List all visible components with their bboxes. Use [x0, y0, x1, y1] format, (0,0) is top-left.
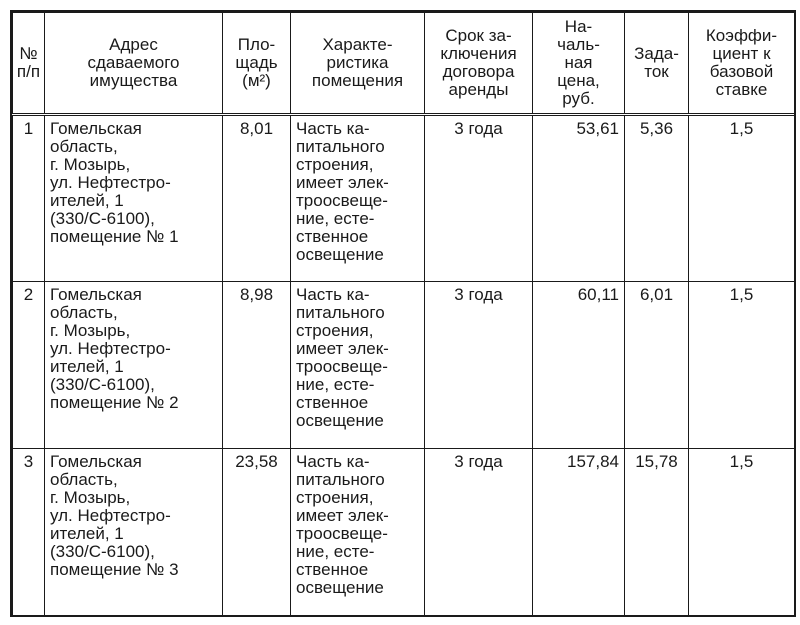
header-coefficient: Коэффи- циент к базовой ставке: [689, 13, 795, 115]
row-deposit: 5,36: [625, 115, 689, 282]
rental-table: [12, 12, 795, 616]
row-coefficient: 1,5: [689, 282, 795, 449]
table-row: [13, 115, 795, 282]
row-area: 8,98: [223, 282, 291, 449]
table-header: [13, 13, 795, 115]
header-area: Пло- щадь (м²): [223, 13, 291, 115]
row-deposit: 15,78: [625, 449, 689, 616]
row-address: Гомельская область, г. Мозырь, ул. Нефтестро- ителей, 1 (330/С-6100), помещение № 2: [45, 282, 223, 449]
row-description: Часть ка- питального строения, имеет элек- троосвеще- ние, есте- ственное освещение: [291, 449, 425, 616]
row-area: 8,01: [223, 115, 291, 282]
row-area: 23,58: [223, 449, 291, 616]
header-description: Характе- ристика помещения: [291, 13, 425, 115]
row-description: Часть ка- питального строения, имеет элек- троосвеще- ние, есте- ственное освещение: [291, 115, 425, 282]
row-coefficient: 1,5: [689, 115, 795, 282]
row-term: 3 года: [425, 449, 533, 616]
row-deposit: 6,01: [625, 282, 689, 449]
row-coefficient: 1,5: [689, 449, 795, 616]
row-number: 1: [13, 115, 45, 282]
row-price: 60,11: [533, 282, 625, 449]
header-number: № п/п: [13, 13, 45, 115]
header-price: На- чаль- ная цена, руб.: [533, 13, 625, 115]
table-body: [13, 115, 795, 616]
header-term: Срок за- ключения договора аренды: [425, 13, 533, 115]
header-address: Адрес сдаваемого имущества: [45, 13, 223, 115]
row-price: 157,84: [533, 449, 625, 616]
row-address: Гомельская область, г. Мозырь, ул. Нефтестро- ителей, 1 (330/С-6100), помещение № 1: [45, 115, 223, 282]
row-term: 3 года: [425, 115, 533, 282]
rental-table-frame: [10, 10, 796, 617]
table-row: [13, 282, 795, 449]
row-address: Гомельская область, г. Мозырь, ул. Нефтестро- ителей, 1 (330/С-6100), помещение № 3: [45, 449, 223, 616]
header-deposit: Зада- ток: [625, 13, 689, 115]
header-row: [13, 13, 795, 115]
row-number: 2: [13, 282, 45, 449]
row-price: 53,61: [533, 115, 625, 282]
row-term: 3 года: [425, 282, 533, 449]
row-number: 3: [13, 449, 45, 616]
table-row: [13, 449, 795, 616]
row-description: Часть ка- питального строения, имеет элек- троосвеще- ние, есте- ственное освещение: [291, 282, 425, 449]
